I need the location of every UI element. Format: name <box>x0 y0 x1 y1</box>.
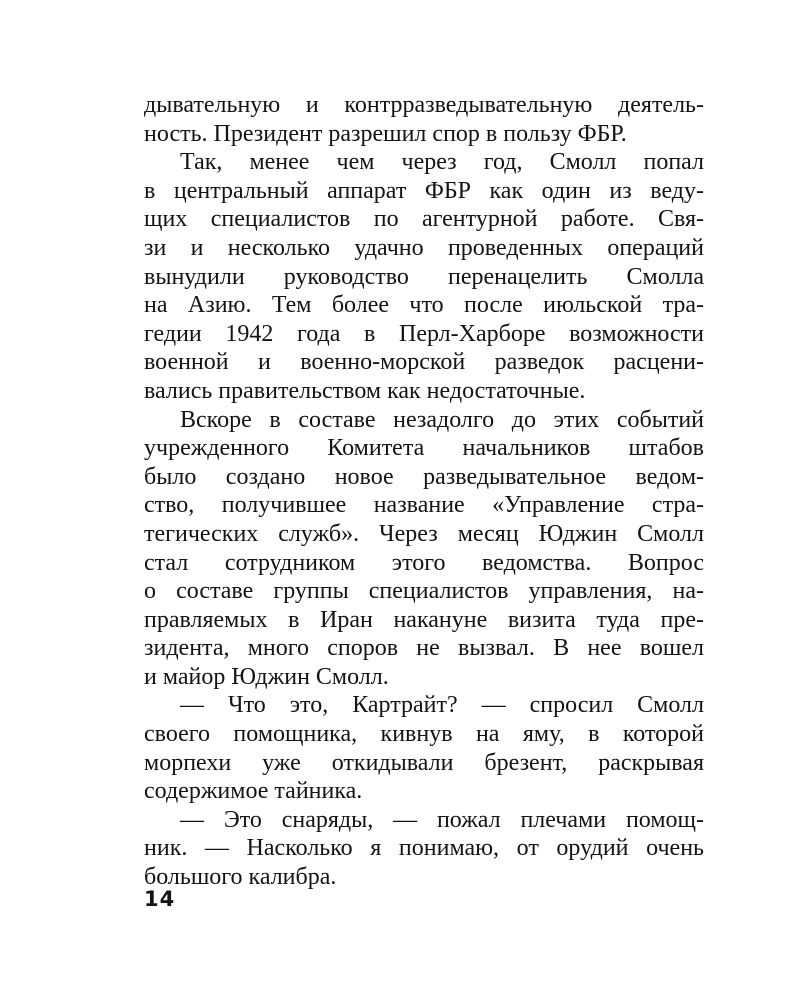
text-line: своего помощника, кивнув на яму, в которой <box>144 721 704 748</box>
text-line: дывательную и контрразведывательную деятель- <box>144 92 704 118</box>
text-line: стал сотрудником этого ведомства. Вопрос <box>144 549 704 576</box>
paragraph-start-line: Так, менее чем через год, Смолл попал <box>180 149 704 176</box>
text-line: военной и военно-морской разведок расцени- <box>144 349 704 376</box>
text-line: щих специалистов по агентурной работе. Свя- <box>144 206 704 233</box>
text-line: вались правительством как недостаточные. <box>144 377 586 404</box>
text-line: в центральный аппарат ФБР как один из веду- <box>144 177 704 204</box>
text-line: ность. Президент разрешил спор в пользу ФБР. <box>144 120 627 147</box>
paragraph-start-line: — Это снаряды, — пожал плечами помощ- <box>180 806 704 833</box>
body-text <box>144 91 704 892</box>
text-line: вынудили руководство перенацелить Смолла <box>144 263 704 290</box>
text-line: ство, получившее название «Управление стра- <box>144 492 704 519</box>
text-line: учрежденного Комитета начальников штабов <box>144 435 704 462</box>
text-line: правляемых в Иран накануне визита туда пре- <box>144 606 704 633</box>
text-line: большого калибра. <box>144 864 337 891</box>
paragraph-start-line: — Что это, Картрайт? — спросил Смолл <box>180 692 704 719</box>
text-line: гедии 1942 года в Перл-Харборе возможности <box>144 320 704 347</box>
page-number: 14 <box>144 887 176 911</box>
text-line: на Азию. Тем более что после июльской тра- <box>144 292 704 319</box>
paragraph-start-line: Вскоре в составе незадолго до этих событий <box>180 406 704 433</box>
text-line: было создано новое разведывательное ведом- <box>144 463 704 490</box>
text-line: о составе группы специалистов управления, на- <box>144 578 704 605</box>
text-line: тегических служб». Через месяц Юджин Смолл <box>144 520 704 547</box>
text-line: содержимое тайника. <box>144 778 363 805</box>
text-line: зидента, много споров не вызвал. В нее вошел <box>144 635 704 662</box>
text-line: морпехи уже откидывали брезент, раскрывая <box>144 749 704 776</box>
text-line: ник. — Насколько я понимаю, от орудий очень <box>144 835 704 862</box>
text-line: и майор Юджин Смолл. <box>144 663 389 690</box>
text-line: зи и несколько удачно проведенных операций <box>144 234 704 261</box>
